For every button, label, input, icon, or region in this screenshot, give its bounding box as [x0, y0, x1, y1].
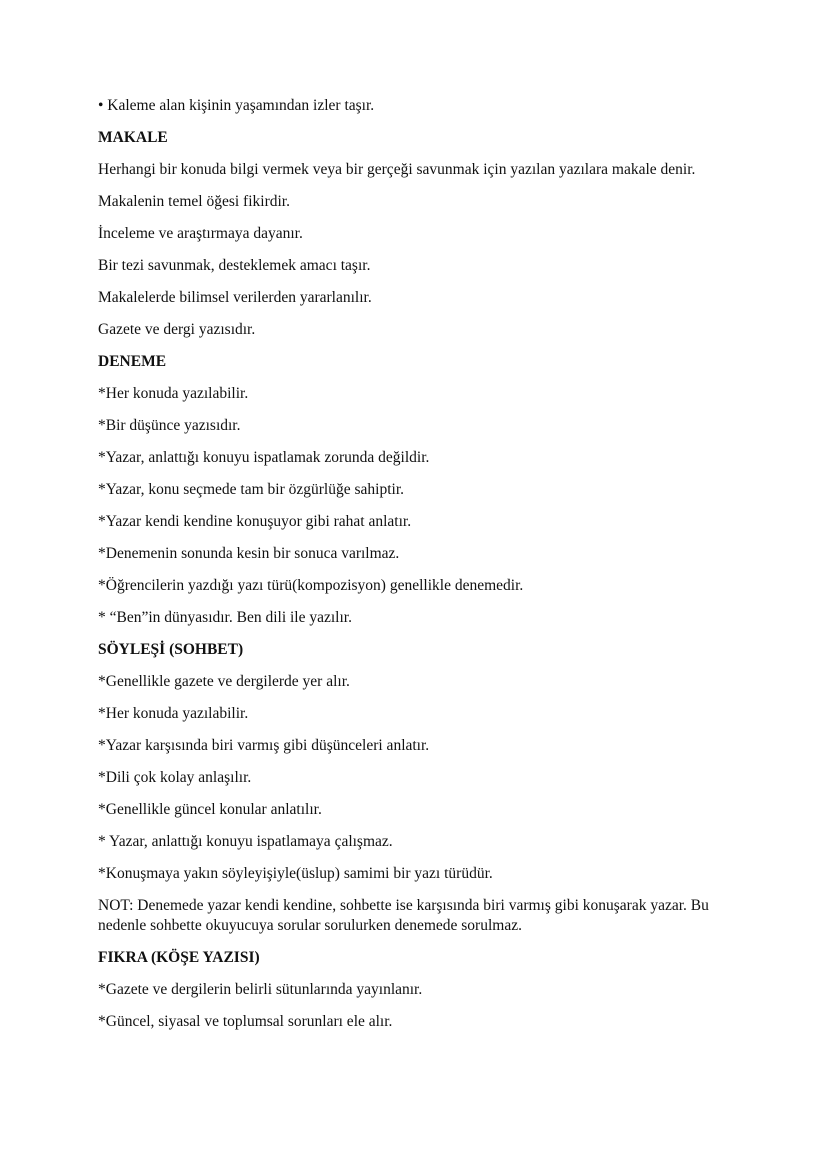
paragraph: Gazete ve dergi yazısıdır.: [98, 321, 256, 338]
list-item: *Öğrencilerin yazdığı yazı türü(kompozisyon) genellikle denemedir.: [98, 577, 524, 594]
section-heading: FIKRA (KÖŞE YAZISI): [98, 949, 260, 966]
note-paragraph: NOT: Denemede yazar kendi kendine, sohbette ise karşısında biri varmış gibi konuşarak yazar. Bu nedenle sohbette okuyucuya sorular sorulurken denemede sorulmaz.: [98, 897, 709, 934]
list-item: *Bir düşünce yazısıdır.: [98, 417, 241, 434]
list-item: *Gazete ve dergilerin belirli sütunlarında yayınlanır.: [98, 981, 423, 998]
list-item: *Her konuda yazılabilir.: [98, 385, 249, 402]
paragraph: • Kaleme alan kişinin yaşamından izler taşır.: [98, 97, 375, 114]
list-item: *Genellikle gazete ve dergilerde yer alır.: [98, 673, 350, 690]
list-item: *Genellikle güncel konular anlatılır.: [98, 801, 322, 818]
section-heading: MAKALE: [98, 129, 168, 146]
paragraph: Makalenin temel öğesi fikirdir.: [98, 193, 290, 210]
list-item: *Denemenin sonunda kesin bir sonuca varılmaz.: [98, 545, 400, 562]
list-item: *Yazar, anlattığı konuyu ispatlamak zorunda değildir.: [98, 449, 430, 466]
section-heading: DENEME: [98, 353, 167, 370]
list-item: *Yazar karşısında biri varmış gibi düşünceleri anlatır.: [98, 737, 430, 754]
list-item: *Yazar kendi kendine konuşuyor gibi rahat anlatır.: [98, 513, 412, 530]
list-item: * “Ben”in dünyasıdır. Ben dili ile yazılır.: [98, 609, 352, 626]
section-heading: SÖYLEŞİ (SOHBET): [98, 641, 244, 658]
list-item: *Yazar, konu seçmede tam bir özgürlüğe sahiptir.: [98, 481, 405, 498]
paragraph: Makalelerde bilimsel verilerden yararlanılır.: [98, 289, 372, 306]
list-item: *Güncel, siyasal ve toplumsal sorunları ele alır.: [98, 1013, 393, 1030]
list-item: *Konuşmaya yakın söyleyişiyle(üslup) samimi bir yazı türüdür.: [98, 865, 493, 882]
list-item: *Her konuda yazılabilir.: [98, 705, 249, 722]
document-page: [98, 96, 738, 1044]
list-item: *Dili çok kolay anlaşılır.: [98, 769, 252, 786]
list-item: * Yazar, anlattığı konuyu ispatlamaya çalışmaz.: [98, 833, 393, 850]
paragraph: Herhangi bir konuda bilgi vermek veya bir gerçeği savunmak için yazılan yazılara makale denir.: [98, 161, 696, 178]
paragraph: İnceleme ve araştırmaya dayanır.: [98, 225, 303, 242]
paragraph: Bir tezi savunmak, desteklemek amacı taşır.: [98, 257, 371, 274]
